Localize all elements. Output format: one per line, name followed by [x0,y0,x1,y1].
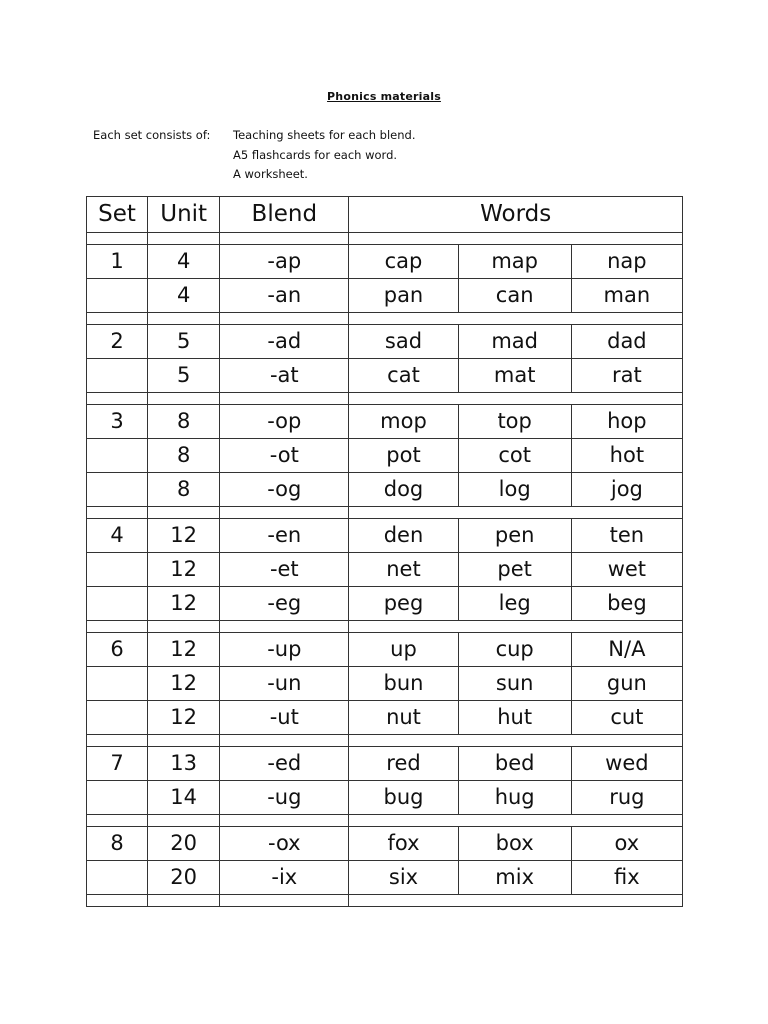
unit-cell: 5 [148,359,220,393]
word-cell: cup [458,633,571,667]
word-cell: hug [458,781,571,815]
phonics-table [86,196,683,907]
word-cell: sad [349,325,458,359]
word-cell: red [349,747,458,781]
word-cell: man [571,279,682,313]
spacer-cell [87,393,148,405]
table-row [87,325,683,359]
table-row [87,359,683,393]
set-cell [87,553,148,587]
spacer-cell [220,735,349,747]
word-cell: mop [349,405,458,439]
table-row [87,861,683,895]
word-cell: hop [571,405,682,439]
word-cell: fox [349,827,458,861]
unit-cell: 20 [148,861,220,895]
set-cell [87,667,148,701]
word-cell: leg [458,587,571,621]
word-cell: six [349,861,458,895]
blend-cell: -ox [220,827,349,861]
word-cell: nap [571,245,682,279]
blend-cell: -et [220,553,349,587]
word-cell: wet [571,553,682,587]
spacer-cell [87,895,148,907]
set-cell [87,473,148,507]
blend-cell: -ed [220,747,349,781]
header-unit: Unit [148,197,220,233]
table-row [87,747,683,781]
word-cell: den [349,519,458,553]
word-cell: pet [458,553,571,587]
spacer-cell [87,507,148,519]
table-row [87,781,683,815]
spacer-cell [87,621,148,633]
page-title: Phonics materials [327,90,441,103]
word-cell: dad [571,325,682,359]
table-row [87,827,683,861]
word-cell: top [458,405,571,439]
blend-cell: -en [220,519,349,553]
unit-cell: 20 [148,827,220,861]
unit-cell: 12 [148,701,220,735]
blend-cell: -ix [220,861,349,895]
blend-cell: -at [220,359,349,393]
set-cell: 7 [87,747,148,781]
spacer-row [87,507,683,519]
spacer-cell [349,815,683,827]
blend-cell: -un [220,667,349,701]
unit-cell: 8 [148,473,220,507]
spacer-cell [87,313,148,325]
spacer-cell [220,393,349,405]
header-words: Words [349,197,683,233]
word-cell: jog [571,473,682,507]
header-blend: Blend [220,197,349,233]
spacer-cell [349,895,683,907]
intro-lead: Each set consists of: [93,128,211,142]
table-row [87,587,683,621]
blend-cell: -og [220,473,349,507]
word-cell: up [349,633,458,667]
header-set: Set [87,197,148,233]
spacer-cell [220,621,349,633]
spacer-cell [349,621,683,633]
table-row [87,701,683,735]
word-cell: rat [571,359,682,393]
spacer-cell [148,233,220,245]
intro-block [93,126,416,185]
word-cell: pot [349,439,458,473]
intro-line [93,165,416,185]
word-cell: mix [458,861,571,895]
intro-item: Teaching sheets for each blend. [233,128,416,142]
set-cell [87,861,148,895]
word-cell: can [458,279,571,313]
spacer-cell [148,735,220,747]
spacer-cell [148,895,220,907]
table-row [87,439,683,473]
word-cell: hut [458,701,571,735]
unit-cell: 4 [148,279,220,313]
table-row [87,519,683,553]
table-row [87,553,683,587]
unit-cell: 14 [148,781,220,815]
unit-cell: 12 [148,553,220,587]
blend-cell: -ad [220,325,349,359]
word-cell: cut [571,701,682,735]
set-cell [87,781,148,815]
table-row [87,405,683,439]
unit-cell: 5 [148,325,220,359]
set-cell [87,359,148,393]
unit-cell: 8 [148,439,220,473]
spacer-cell [148,507,220,519]
set-cell [87,587,148,621]
word-cell: N/A [571,633,682,667]
set-cell: 1 [87,245,148,279]
blend-cell: -op [220,405,349,439]
spacer-cell [220,815,349,827]
word-cell: gun [571,667,682,701]
word-cell: box [458,827,571,861]
word-cell: cap [349,245,458,279]
word-cell: mad [458,325,571,359]
word-cell: dog [349,473,458,507]
spacer-cell [220,233,349,245]
table-body [87,233,683,907]
spacer-cell [87,233,148,245]
spacer-row [87,233,683,245]
unit-cell: 12 [148,633,220,667]
spacer-row [87,393,683,405]
intro-line [93,146,416,166]
word-cell: ten [571,519,682,553]
word-cell: pan [349,279,458,313]
word-cell: rug [571,781,682,815]
unit-cell: 12 [148,667,220,701]
set-cell: 6 [87,633,148,667]
spacer-row [87,313,683,325]
word-cell: pen [458,519,571,553]
table-row [87,473,683,507]
spacer-cell [87,735,148,747]
spacer-cell [220,507,349,519]
blend-cell: -eg [220,587,349,621]
spacer-cell [148,621,220,633]
word-cell: ox [571,827,682,861]
word-cell: cat [349,359,458,393]
spacer-cell [349,735,683,747]
word-cell: net [349,553,458,587]
word-cell: bed [458,747,571,781]
spacer-row [87,895,683,907]
table-row [87,279,683,313]
blend-cell: -ug [220,781,349,815]
table-header-row [87,197,683,233]
table-row [87,245,683,279]
spacer-cell [349,313,683,325]
spacer-row [87,815,683,827]
set-cell [87,279,148,313]
spacer-cell [148,815,220,827]
blend-cell: -ap [220,245,349,279]
word-cell: sun [458,667,571,701]
spacer-cell [220,313,349,325]
word-cell: cot [458,439,571,473]
intro-lead-spacer [93,146,233,166]
spacer-cell [148,393,220,405]
intro-line [93,126,416,146]
unit-cell: 13 [148,747,220,781]
spacer-cell [148,313,220,325]
word-cell: map [458,245,571,279]
unit-cell: 12 [148,587,220,621]
word-cell: fix [571,861,682,895]
set-cell: 8 [87,827,148,861]
blend-cell: -ut [220,701,349,735]
unit-cell: 12 [148,519,220,553]
set-cell: 2 [87,325,148,359]
spacer-row [87,621,683,633]
spacer-cell [349,233,683,245]
spacer-row [87,735,683,747]
word-cell: mat [458,359,571,393]
intro-lead-spacer [93,165,233,185]
blend-cell: -ot [220,439,349,473]
word-cell: nut [349,701,458,735]
spacer-cell [220,895,349,907]
word-cell: peg [349,587,458,621]
spacer-cell [87,815,148,827]
intro-item: A5 flashcards for each word. [233,147,398,162]
word-cell: log [458,473,571,507]
table-row [87,667,683,701]
set-cell [87,439,148,473]
unit-cell: 8 [148,405,220,439]
spacer-cell [349,393,683,405]
word-cell: wed [571,747,682,781]
spacer-cell [349,507,683,519]
set-cell: 4 [87,519,148,553]
set-cell: 3 [87,405,148,439]
blend-cell: -an [220,279,349,313]
set-cell [87,701,148,735]
word-cell: bug [349,781,458,815]
word-cell: bun [349,667,458,701]
table-row [87,633,683,667]
word-cell: beg [571,587,682,621]
word-cell: hot [571,439,682,473]
intro-item: A worksheet. [233,167,308,181]
blend-cell: -up [220,633,349,667]
unit-cell: 4 [148,245,220,279]
